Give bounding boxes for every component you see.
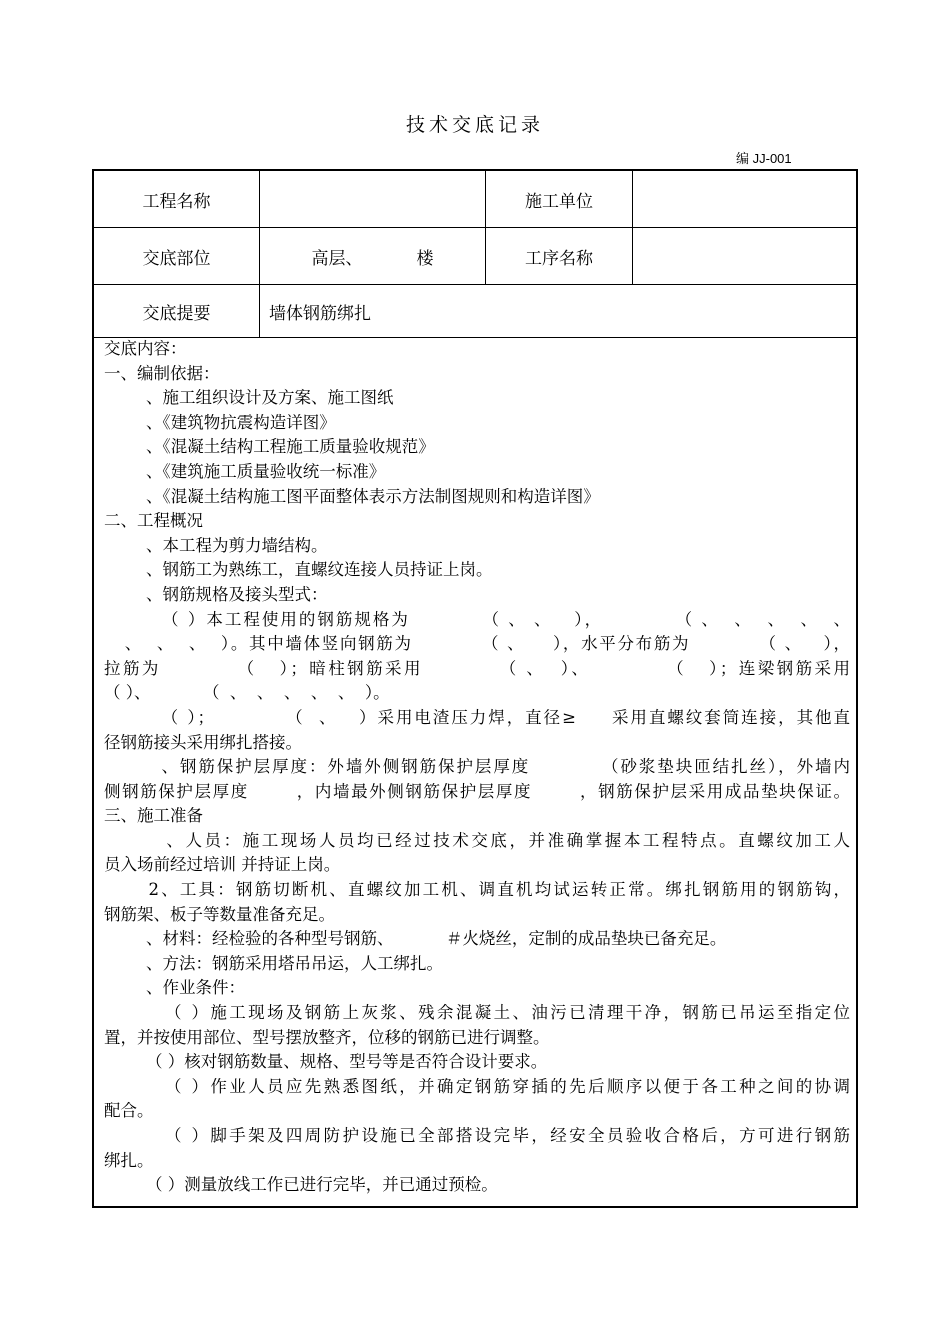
content-line: （ ）； （ 、 ）采用电渣压力焊，直径≥ 采用直螺纹套筒连接，其他直 bbox=[104, 707, 850, 727]
content-line: （ ）本工程使用的钢筋规格为 （ 、 、 ）， （ 、 、 、 、 、 bbox=[104, 609, 850, 629]
content-line: 、《建筑施工质量验收统一标准》 bbox=[104, 461, 386, 481]
content-line: 、钢筋规格及接头型式： bbox=[104, 584, 328, 604]
content-line: 配合。 bbox=[104, 1101, 154, 1121]
disclosure-position-label: 交底部位 bbox=[142, 248, 211, 269]
form-code: 编 JJ-001 bbox=[736, 151, 792, 166]
content-line: 、本工程为剪力墙结构。 bbox=[104, 535, 328, 555]
content-line: 、钢筋工为熟练工，直螺纹连接人员持证上岗。 bbox=[104, 560, 493, 580]
summary-value: 墙体钢筋绑扎 bbox=[259, 285, 856, 337]
content-line: （ ）脚手架及四周防护设施已全部搭设完毕，经安全员验收合格后，方可进行钢筋 bbox=[104, 1126, 850, 1145]
process-name-value bbox=[632, 228, 856, 284]
page-title: 技术交底记录 bbox=[405, 114, 544, 136]
content-line: 、方法：钢筋采用塔吊吊运，人工绑扎。 bbox=[104, 953, 443, 973]
content-line: 绑扎。 bbox=[104, 1150, 154, 1170]
content-line: 交底内容： bbox=[104, 339, 187, 358]
content-line: 、材料：经检验的各种型号钢筋、 ＃火烧丝，定制的成品垫块已备充足。 bbox=[104, 929, 727, 949]
construction-unit-value bbox=[632, 171, 856, 227]
header-row-position bbox=[94, 228, 856, 285]
project-name-label: 工程名称 bbox=[142, 191, 211, 212]
process-name-label: 工序名称 bbox=[485, 228, 632, 284]
content-line: 侧钢筋保护层厚度 ，内墙最外侧钢筋保护层厚度 ，钢筋保护层采用成品垫块保证。 bbox=[104, 781, 850, 801]
content-line: （ ）测量放线工作已进行完毕，并已通过预检。 bbox=[104, 1175, 498, 1195]
content-line: 员入场前经过培训 并持证上岗。 bbox=[104, 855, 341, 875]
content-line: （ ）作业人员应先熟悉图纸，并确定钢筋穿插的先后顺序以便于各工种之间的协调 bbox=[104, 1076, 850, 1096]
content-line: 二、工程概况 bbox=[104, 511, 203, 531]
content-line: 拉筋为 （ ）；暗柱钢筋采用 （ 、 ）、 （ ）；连梁钢筋采用 bbox=[104, 658, 850, 678]
content-line: 2、工具：钢筋切断机、直螺纹加工机、调直机均试运转正常。绑扎钢筋用的钢筋钩， bbox=[104, 880, 850, 900]
content-line: 三、施工准备 bbox=[104, 806, 203, 826]
content-line: 径钢筋接头采用绑扎搭接。 bbox=[104, 732, 302, 752]
content-line: 、《建筑物抗震构造详图》 bbox=[104, 412, 336, 432]
content-line: 、 、 、 ）。其中墙体竖向钢筋为 （ 、 ），水平分布筋为 （ 、 ）， bbox=[104, 634, 850, 654]
content-line: 钢筋架、板子等数量准备充足。 bbox=[104, 904, 335, 924]
disclosure-form bbox=[92, 169, 858, 1208]
header-row-summary bbox=[94, 285, 856, 338]
header-row-project bbox=[94, 171, 856, 228]
content-line: （ ）核对钢筋数量、规格、型号等是否符合设计要求。 bbox=[104, 1052, 548, 1072]
content-line: 、施工组织设计及方案、施工图纸 bbox=[104, 388, 394, 408]
content-line: （ ）施工现场及钢筋上灰浆、残余混凝土、油污已清理干净，钢筋已吊运至指定位 bbox=[104, 1003, 850, 1023]
content-line: 、人员：施工现场人员均已经过技术交底，并准确掌握本工程特点。直螺纹加工人 bbox=[104, 830, 850, 850]
content-line: 、《混凝土结构施工图平面整体表示方法制图规则和构造详图》 bbox=[104, 486, 600, 506]
content-line: 、作业条件： bbox=[104, 978, 245, 998]
content-line: 、《混凝土结构工程施工质量验收规范》 bbox=[104, 437, 435, 457]
construction-unit-label: 施工单位 bbox=[485, 171, 632, 227]
content-line: （ ）、 （ 、 、 、 、 、 ）。 bbox=[104, 683, 390, 703]
summary-label: 交底提要 bbox=[142, 303, 211, 324]
disclosure-content bbox=[104, 337, 850, 1198]
content-line: 一、编制依据： bbox=[104, 363, 220, 383]
content-line: 置，并按使用部位、型号摆放整齐，位移的钢筋已进行调整。 bbox=[104, 1027, 550, 1047]
content-line: 、钢筋保护层厚度：外墙外侧钢筋保护层厚度 （砂浆垫块匝结扎丝），外墙内 bbox=[104, 757, 850, 777]
disclosure-position-value: 高层、 楼 bbox=[259, 228, 485, 284]
project-name-value bbox=[259, 171, 485, 227]
